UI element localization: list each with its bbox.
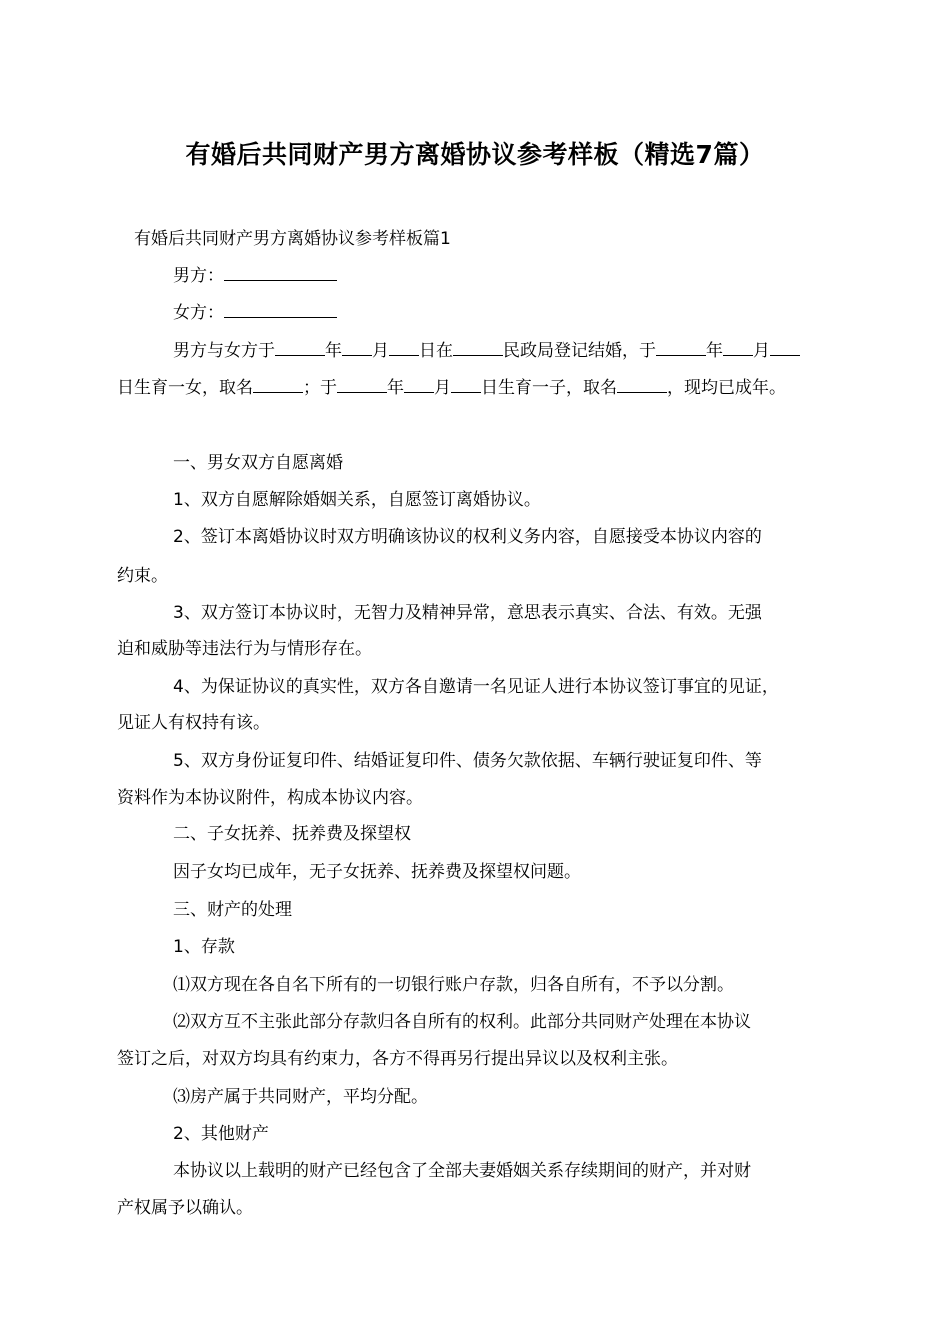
clause-3-1-a: ⑴双方现在各自名下所有的一切银行账户存款，归各自所有，不予以分割。	[173, 975, 734, 995]
blank-field	[342, 340, 372, 356]
male-label: 男方：	[173, 266, 224, 286]
blank-field	[404, 377, 434, 393]
section-subtitle: 有婚后共同财产男方离婚协议参考样板篇1	[134, 229, 451, 249]
clause-3-1-b: ⑵双方互不主张此部分存款归各自所有的权利。此部分共同财产处理在本协议	[173, 1012, 751, 1032]
male-name-blank	[224, 265, 337, 281]
blank-field	[389, 340, 419, 356]
intro-line-2	[117, 377, 786, 399]
clause-1-1: 1、双方自愿解除婚姻关系，自愿签订离婚协议。	[173, 490, 541, 510]
intro-text: 月	[753, 341, 770, 361]
clause-3-2: 2、其他财产	[173, 1124, 269, 1144]
intro-text: 年	[325, 341, 342, 361]
intro-text: 日生育一女，取名	[117, 378, 253, 398]
blank-field	[337, 377, 387, 393]
heading-2: 二、子女抚养、抚养费及探望权	[173, 824, 411, 844]
blank-field	[275, 340, 325, 356]
clause-3-2-text: 本协议以上载明的财产已经包含了全部夫妻婚姻关系存续期间的财产，并对财	[173, 1161, 751, 1181]
clause-3-2-text-cont: 产权属予以确认。	[117, 1198, 253, 1218]
clause-1-3-cont: 迫和威胁等违法行为与情形存在。	[117, 639, 372, 659]
intro-text: 年	[706, 341, 723, 361]
clause-1-2: 2、签订本离婚协议时双方明确该协议的权利义务内容，自愿接受本协议内容的	[173, 527, 762, 547]
female-label: 女方：	[173, 303, 224, 323]
intro-text: 日生育一子，取名	[481, 378, 617, 398]
clause-3-1-c: ⑶房产属于共同财产，平均分配。	[173, 1087, 428, 1107]
page-title: 有婚后共同财产男方离婚协议参考样板（精选7篇）	[185, 140, 765, 169]
intro-text: 男方与女方于	[173, 341, 275, 361]
clause-3-1: 1、存款	[173, 937, 235, 957]
male-party-line	[173, 265, 337, 287]
intro-text: ；于	[303, 378, 337, 398]
clause-1-4: 4、为保证协议的真实性，双方各自邀请一名见证人进行本协议签订事宜的见证，	[173, 677, 779, 697]
intro-text: 月	[434, 378, 451, 398]
female-party-line	[173, 302, 337, 324]
heading-1: 一、男女双方自愿离婚	[173, 453, 343, 473]
clause-1-4-cont: 见证人有权持有该。	[117, 713, 270, 733]
blank-field	[656, 340, 706, 356]
blank-field	[723, 340, 753, 356]
blank-field	[451, 377, 481, 393]
intro-text: 年	[387, 378, 404, 398]
blank-field	[453, 340, 503, 356]
clause-1-5: 5、双方身份证复印件、结婚证复印件、债务欠款依据、车辆行驶证复印件、等	[173, 751, 762, 771]
blank-field	[253, 377, 303, 393]
intro-text: 民政局登记结婚，于	[503, 341, 656, 361]
heading-3: 三、财产的处理	[173, 900, 292, 920]
clause-3-1-b-cont: 签订之后，对双方均具有约束力，各方不得再另行提出异议以及权利主张。	[117, 1049, 678, 1069]
intro-line-1	[173, 340, 800, 362]
intro-text: 日在	[419, 341, 453, 361]
blank-field	[617, 377, 667, 393]
blank-field	[770, 340, 800, 356]
intro-text: ，现均已成年。	[667, 378, 786, 398]
clause-1-3: 3、双方签订本协议时，无智力及精神异常，意思表示真实、合法、有效。无强	[173, 603, 762, 623]
clause-1-5-cont: 资料作为本协议附件，构成本协议内容。	[117, 788, 423, 808]
female-name-blank	[224, 302, 337, 318]
intro-text: 月	[372, 341, 389, 361]
clause-1-2-cont: 约束。	[117, 566, 168, 586]
clause-2-1: 因子女均已成年，无子女抚养、抚养费及探望权问题。	[173, 862, 581, 882]
